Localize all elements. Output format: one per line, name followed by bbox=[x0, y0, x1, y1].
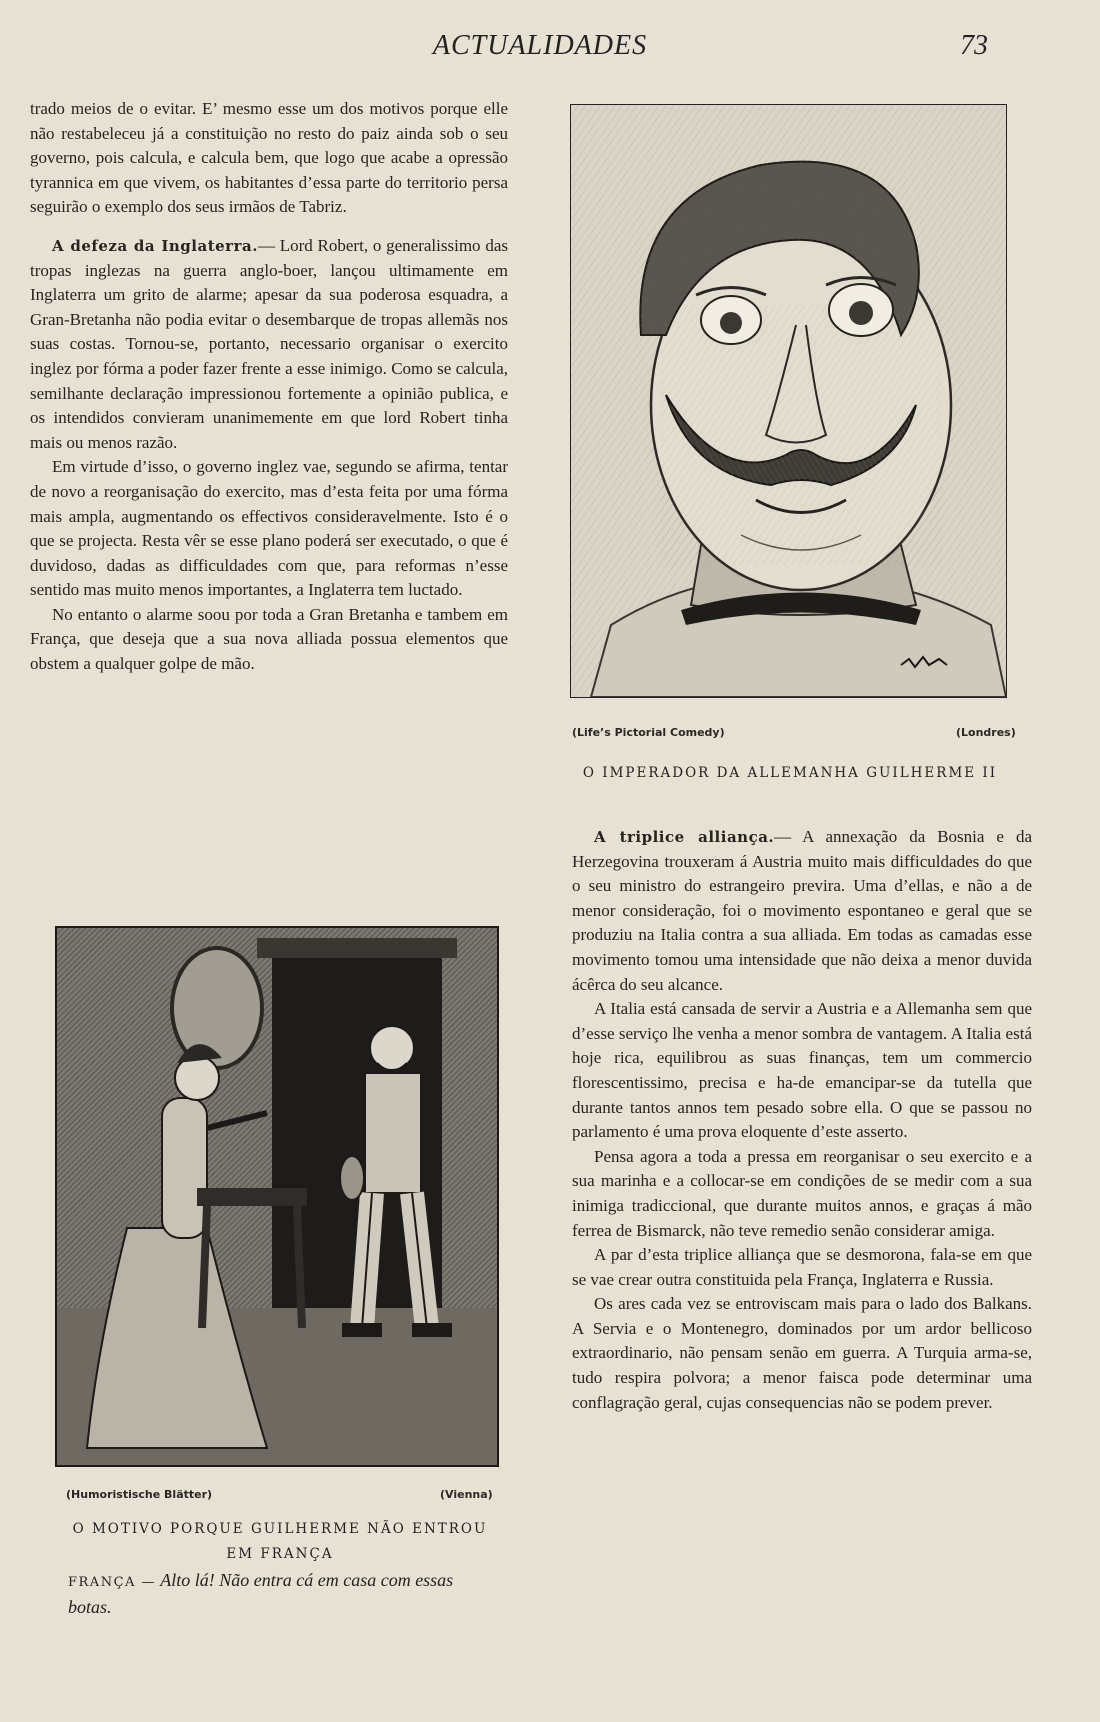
cartoon-drawing bbox=[57, 928, 497, 1465]
paragraph-persia: trado meios de o evitar. E’ mesmo esse um dos motivos porque elle não restabeleceu já a constituição no resto do paiz ainda sob o seu governo, pois calcula, e calcula bem, que logo que acabe a opressão tyrannica em que vivem, os habitantes d’essa parte do territorio persa seguirão o exemplo dos seus irmãos de Tabriz. bbox=[30, 99, 508, 217]
page-number: 73 bbox=[960, 30, 988, 61]
running-header-title: ACTUALIDADES bbox=[432, 30, 648, 61]
paragraph-balkans: Os ares cada vez se entroviscam mais para o lado dos Balkans. A Servia e o Montenegro, dominados por um ardor bellicoso extraordinario, não pensam senão em guerra. A Turquia arma-se, tudo respira polvora; a menor faisca pode determinar uma conflagração geral, cujas consequencias não se podem prever. bbox=[572, 1294, 1032, 1412]
kaiser-portrait-illustration bbox=[570, 104, 1007, 698]
top-figure-credit-source: (Life’s Pictorial Comedy) bbox=[572, 726, 725, 739]
kaiser-portrait-drawing bbox=[571, 105, 1006, 697]
paragraph-reorganisation: Em virtude d’isso, o governo inglez vae, segundo se afirma, tentar de novo a reorganisação do exercito, mas d’esta feita por uma fórma mais ampla, augmentando os effectivos consideravelmente. Isto é o que se projecta. Resta vêr se esse plano poderá ser executado, o que é duvidoso, dadas as difficuldades com que, para reformas n’esse sentido mas muito menos importantes, a Inglaterra tem luctado. bbox=[30, 457, 508, 600]
left-column bbox=[30, 97, 508, 677]
bottom-figure-quote bbox=[68, 1568, 498, 1620]
paragraph-italy: A Italia está cansada de servir a Austria e a Allemanha sem que d’esse serviço lhe venha a menor sombra de vantagem. A Italia está hoje rica, equilibrou as suas finanças, tem um commercio florescentissimo, precisa e ha-de emancipar-se da tutella que durante tantos annos tem pesado sobre ella. O que se passou no parlamento é uma prova eloquente d’este asserto. bbox=[572, 999, 1032, 1142]
paragraph-reorganise: Pensa agora a toda a pressa em reorganisar o seu exercito e a sua marinha e a collocar-se em condições de se medir com a sua inimiga tradiccional, que durante muitos annos, e graças á mão ferrea de Bismarck, não teve remedio senão considerar amiga. bbox=[572, 1146, 1032, 1240]
paragraph-england-defence bbox=[30, 234, 508, 455]
paragraph-alarm: No entanto o alarme soou por toda a Gran Bretanha e tambem em França, que deseja que a sua nova alliada possua elementos que obstem a qualquer golpe de mão. bbox=[30, 604, 508, 674]
top-figure-caption: O IMPERADOR DA ALLEMANHA GUILHERME II bbox=[582, 765, 998, 781]
top-figure-credit-city: (Londres) bbox=[956, 726, 1016, 739]
quote-speaker: FRANÇA — bbox=[68, 1575, 157, 1590]
bottom-figure-caption-line2: EM FRANÇA bbox=[226, 1546, 334, 1562]
section-title-triple-alliance: A triplice alliança. bbox=[594, 828, 775, 846]
paragraph-england-body: — Lord Robert, o generalissimo das tropas inglezas na guerra anglo-boer, lançou ultimamente em Inglaterra um grito de alarme; apesar da sua poderosa esquadra, a Gran-Bretanha não podia evitar o desembarque de tropas allemãs nos suas costas. Tornou-se, portanto, necessario organisar o exercito inglez por fórma a poder fazer frente a esse inimigo. Como se calcula, semilhante declaração impressionou fortemente a opinião publica, e os intendidos convieram unanimemente em que lord Robert tinha mais ou menos razão. bbox=[30, 235, 508, 452]
cartoon-illustration bbox=[55, 926, 499, 1467]
paragraph-new-alliance: A par d’esta triplice alliança que se desmorona, fala-se em que se vae crear outra constituida pela França, Inglaterra e Russia. bbox=[572, 1245, 1032, 1289]
bottom-figure-caption-line1: O MOTIVO PORQUE GUILHERME NÃO ENTROU bbox=[72, 1521, 488, 1537]
quote-text: Alto lá! Não entra cá em casa com essas botas. bbox=[68, 1570, 454, 1617]
bottom-figure-credit-city: (Vienna) bbox=[440, 1488, 493, 1501]
section-title-england: A defeza da Inglaterra. bbox=[52, 236, 258, 255]
paragraph-triple-alliance-body: — A annexação da Bosnia e da Herzegovina trouxeram á Austria muito mais difficuldades do que o seu ministro do estrangeiro previra. Uma d’ellas, e não a de menor consideração, foi o movimento espontaneo e geral que se produziu na Italia contra a sua alliada. Em todas as camadas esse movimento tomou uma intensidade que não deixa a menor duvida ácêrca do seu alcance. bbox=[572, 827, 1032, 994]
bottom-figure-credit-source: (Humoristische Blätter) bbox=[66, 1488, 213, 1501]
right-column bbox=[572, 825, 1032, 1415]
paragraph-triple-alliance bbox=[572, 825, 1032, 997]
